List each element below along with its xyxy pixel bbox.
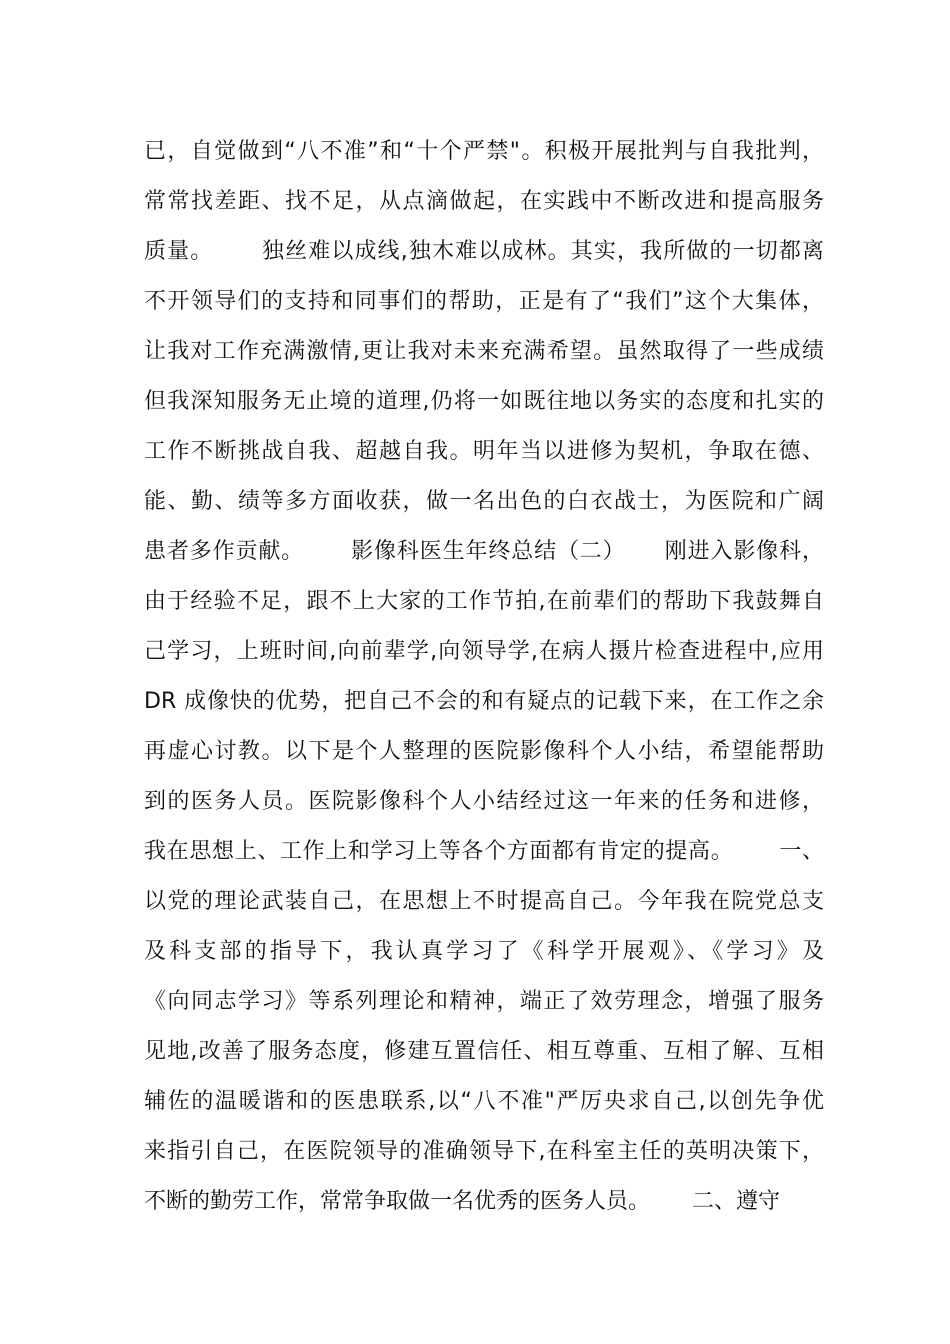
text-line: 及科支部的指导下，我认真学习了《科学开展观》、《学习》及 [144,939,824,964]
text-line: 已，自觉做到“八不准”和“十个严禁"。积极开展批判与自我批判， [144,139,824,164]
text-line: 工作不断挑战自我、超越自我。明年当以进修为契机，争取在德、 [144,439,824,464]
text-line: 以党的理论武装自己，在思想上不时提高自己。今年我在院党总支 [144,889,824,914]
text-line: 常常找差距、找不足，从点滴做起，在实践中不断改进和提高服务 [144,189,824,214]
body-text [144,127,824,1227]
text-line: 由于经验不足，跟不上大家的工作节拍,在前辈们的帮助下我鼓舞自 [144,589,824,614]
text-line: 再虚心讨教。以下是个人整理的医院影像科个人小结，希望能帮助 [144,739,824,764]
text-line: 能、勤、绩等多方面收获，做一名出色的白衣战士，为医院和广阔 [144,489,824,514]
text-line: DR 成像快的优势，把自己不会的和有疑点的记载下来，在工作之余 [144,689,824,714]
text-line: 我在思想上、工作上和学习上等各个方面都有肯定的提高。 一、 [144,839,824,864]
text-line: 来指引自己，在医院领导的准确领导下,在科室主任的英明决策下， [144,1139,824,1164]
text-line: 见地,改善了服务态度，修建互置信任、相互尊重、互相了解、互相 [144,1039,824,1064]
text-line: 患者多作贡献。 影像科医生年终总结（二） 刚进入影像科， [144,539,824,564]
text-line: 《向同志学习》等系列理论和精神，端正了效劳理念，增强了服务 [144,989,824,1014]
text-line: 己学习，上班时间,向前辈学,向领导学,在病人摄片检查进程中,应用 [144,639,824,664]
text-line: 辅佐的温暖谐和的医患联系,以“八不准"严厉央求自己,以创先争优 [144,1089,824,1114]
text-line: 让我对工作充满激情,更让我对未来充满希望。虽然取得了一些成绩 [144,339,824,364]
text-line: 不开领导们的支持和同事们的帮助，正是有了“我们”这个大集体， [144,289,824,314]
text-line: 到的医务人员。医院影像科个人小结经过这一年来的任务和进修， [144,789,824,814]
text-line: 但我深知服务无止境的道理,仍将一如既往地以务实的态度和扎实的 [144,389,824,414]
text-line: 质量。 独丝难以成线,独木难以成林。其实，我所做的一切都离 [144,239,824,264]
text-line: 不断的勤劳工作，常常争取做一名优秀的医务人员。 二、遵守 [144,1189,780,1214]
